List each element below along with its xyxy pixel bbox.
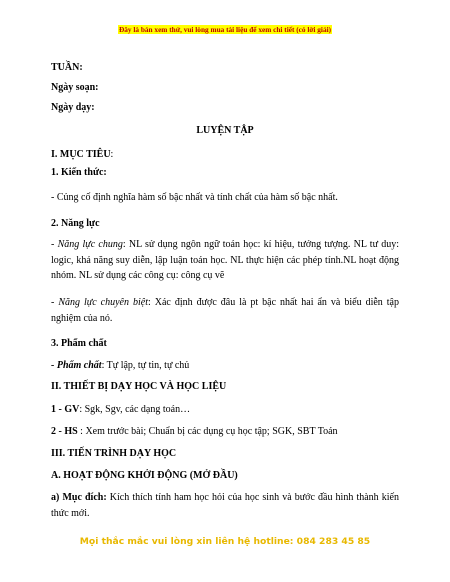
knowledge-heading: 1. Kiến thức: — [51, 167, 107, 178]
activity-a-heading: A. HOẠT ĐỘNG KHỞI ĐỘNG (MỞ ĐẦU) — [51, 470, 238, 481]
general-competency-paragraph — [51, 237, 399, 284]
lesson-title: LUYỆN TẬP — [196, 125, 254, 136]
preview-notice-text: Đây là bản xem thử, vui lòng mua tài liệu để xem chi tiết (có lời giải) — [118, 25, 332, 34]
specific-competency-label: - Năng lực chuyên biệt — [51, 297, 148, 308]
knowledge-text: - Củng cố định nghĩa hàm số bậc nhất và tính chất của hàm số bậc nhất. — [51, 192, 338, 203]
hs-label: 2 - HS — [51, 426, 78, 437]
general-competency-label: - Năng lực chung — [51, 239, 123, 250]
hs-line — [51, 426, 338, 437]
quality-label: - Phẩm chất — [51, 360, 102, 371]
general-competency-text: : NL sử dụng ngôn ngữ toán học: kí hiệu, tưởng tượng. NL tư duy: logic, khả năng suy diễn, lập luận toán học. NL thực hiện các phép tính.NL hoạt động nhóm. NL sử dụng các công cụ: công cụ vẽ — [51, 239, 400, 281]
gv-text: : Sgk, Sgv, các dạng toán… — [79, 404, 191, 415]
quality-text: : Tự lập, tự tin, tự chủ — [101, 360, 190, 371]
specific-competency-paragraph — [51, 295, 399, 326]
teach-date-label: Ngày dạy: — [51, 102, 95, 113]
quality-line — [51, 360, 189, 371]
gv-line — [51, 404, 190, 415]
purpose-text: Kích thích tính ham học hỏi của học sinh và bước đầu hình thành kiến thức mới. — [51, 492, 399, 519]
week-label: TUẦN: — [51, 62, 83, 73]
section-objectives-heading — [51, 149, 113, 160]
preview-notice-banner — [0, 25, 450, 34]
hs-text: : Xem trước bài; Chuẩn bị các dụng cụ học tập; SGK, SBT Toán — [77, 426, 338, 437]
purpose-label: a) Mục đích: — [51, 492, 107, 503]
objectives-heading-text: I. MỤC TIÊU — [51, 149, 111, 160]
hotline-footer: Mọi thắc mắc vui lòng xin liên hệ hotline: 084 283 45 85 — [79, 536, 371, 547]
specific-competency-text: : Xác định được đâu là pt bậc nhất hai ẩn và biểu diễn tập nghiệm của nó. — [51, 297, 399, 324]
objectives-heading-colon: : — [110, 149, 114, 160]
competency-heading: 2. Năng lực — [51, 218, 100, 229]
purpose-paragraph — [51, 490, 399, 521]
prep-date-label: Ngày soạn: — [51, 82, 99, 93]
quality-heading: 3. Phẩm chất — [51, 338, 107, 349]
gv-label: 1 - GV — [51, 404, 80, 415]
section-equipment-heading: II. THIẾT BỊ DẠY HỌC VÀ HỌC LIỆU — [51, 381, 227, 392]
section-process-heading: III. TIẾN TRÌNH DẠY HỌC — [51, 448, 177, 459]
